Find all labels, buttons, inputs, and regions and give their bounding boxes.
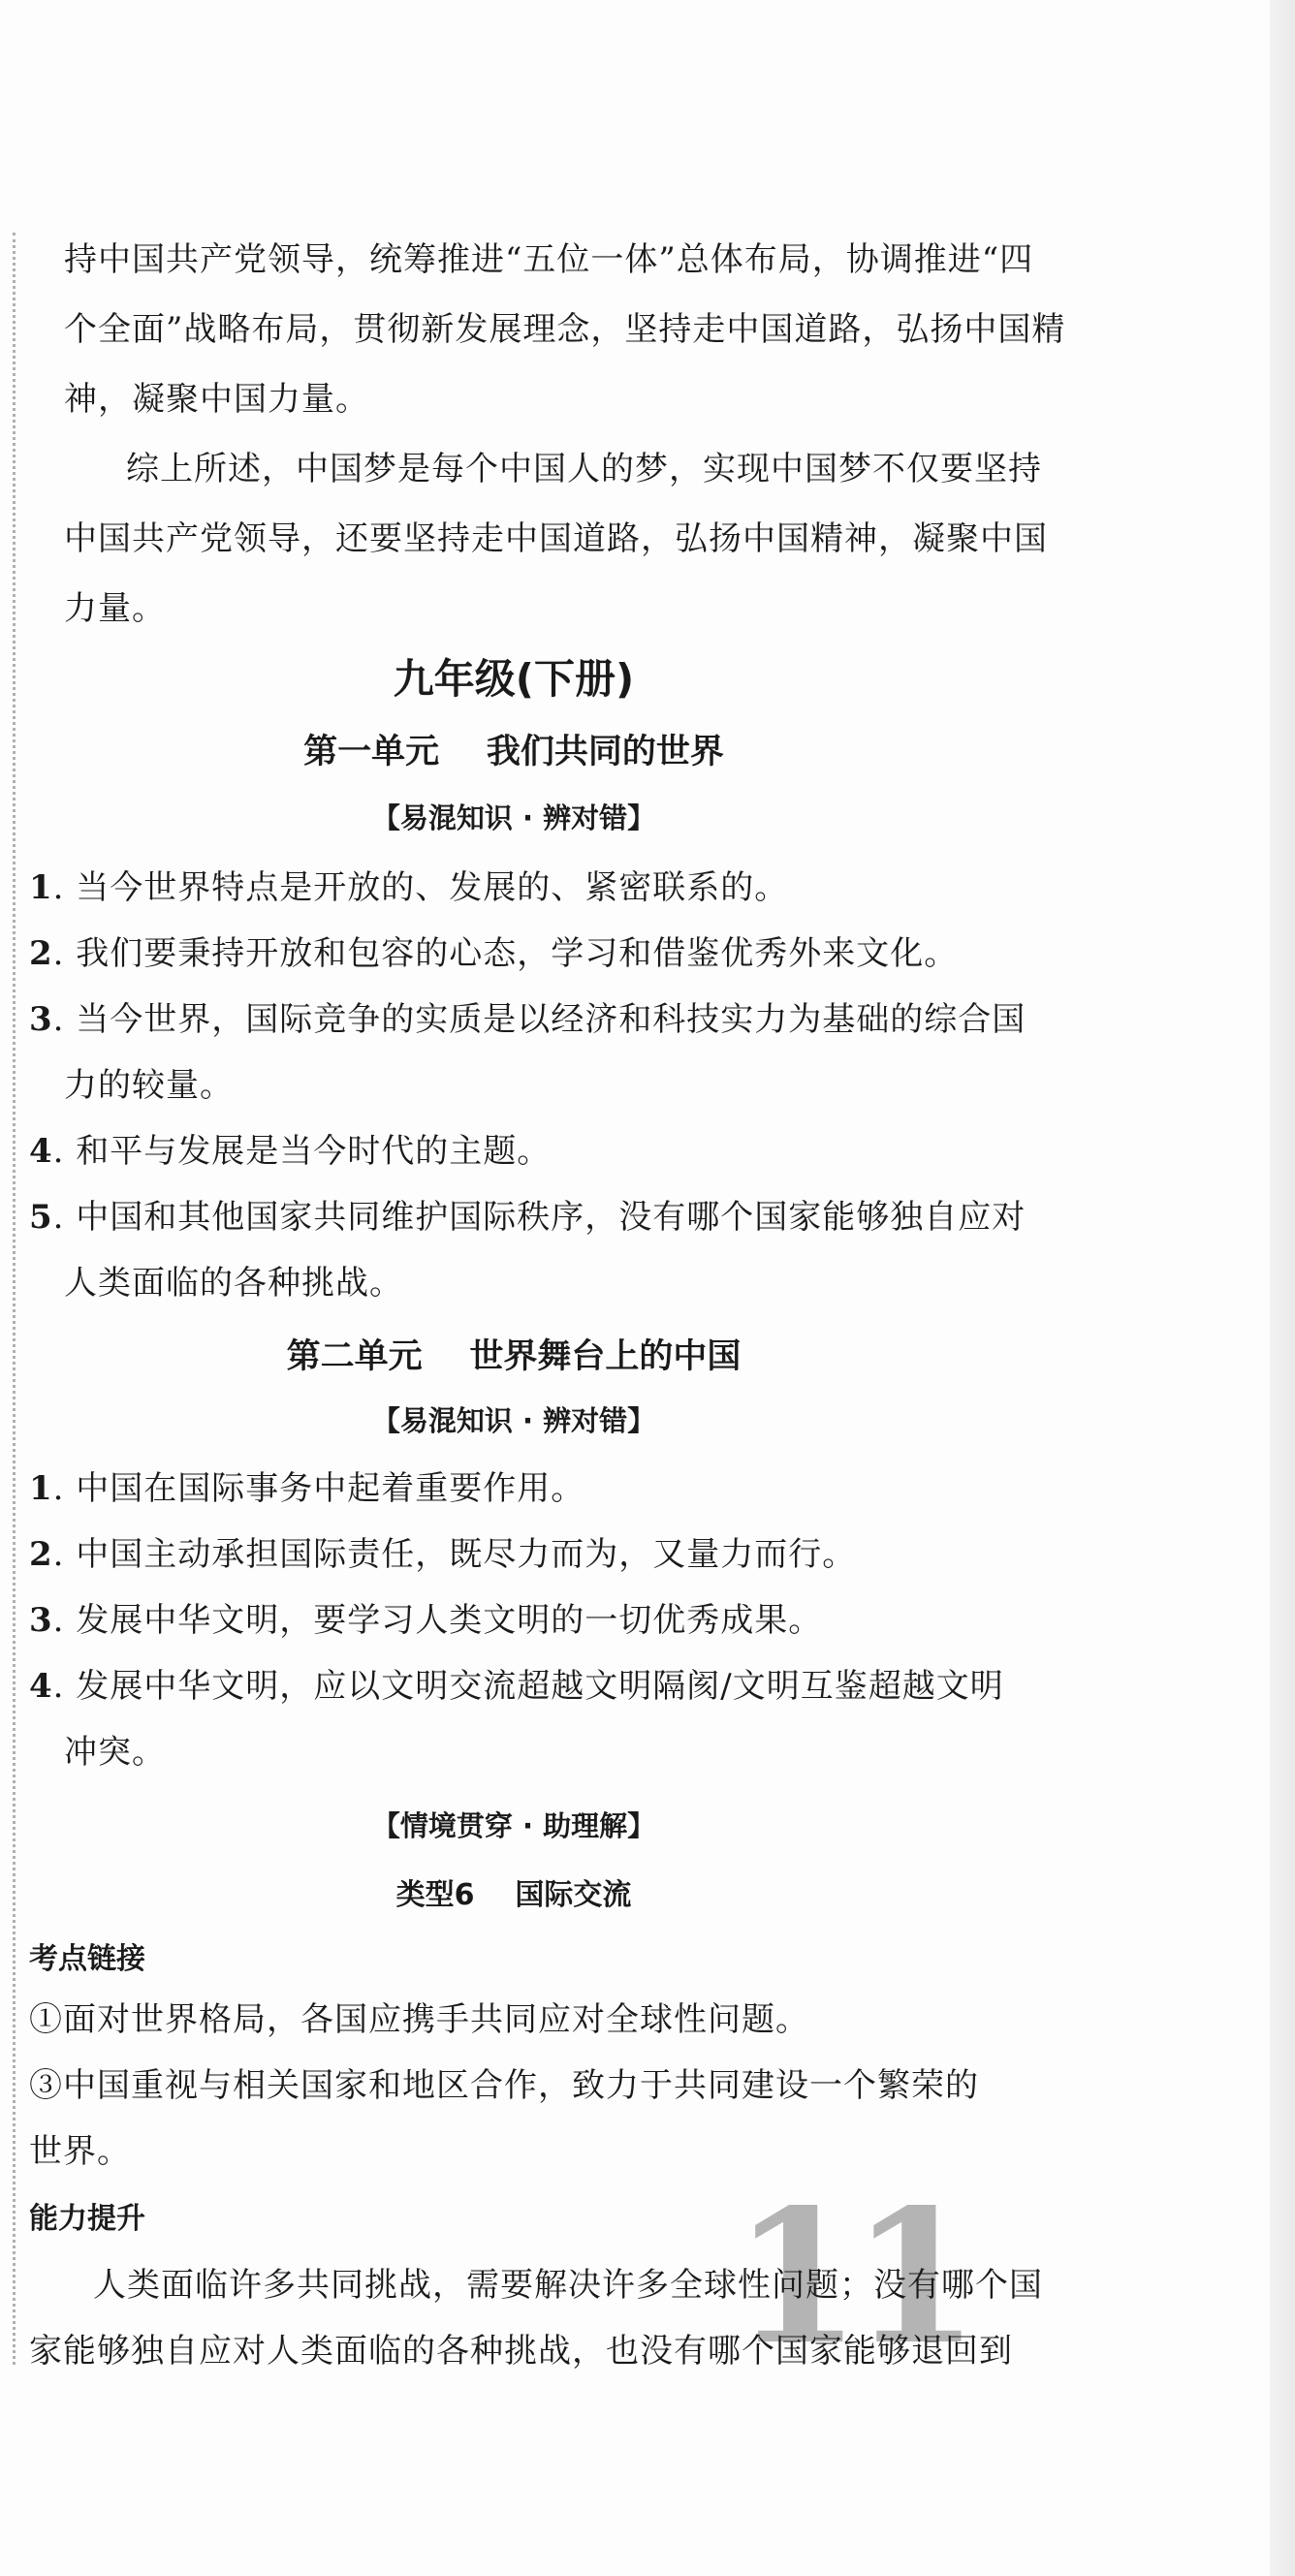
item-text: 发展中华文明，应以文明交流超越文明隔阂/文明互鉴超越文明 bbox=[76, 1667, 1004, 1706]
unit2-item-4: 4. 发展中华文明，应以文明交流超越文明隔阂/文明互鉴超越文明 bbox=[29, 1667, 1004, 1706]
nengli-line-2: 家能够独自应对人类面临的各种挑战，也没有哪个国家能够退回到 bbox=[29, 2332, 1013, 2371]
unit1-item-1: 1. 当今世界特点是开放的、发展的、紧密联系的。 bbox=[29, 868, 789, 907]
unit1-tag: 【易混知识 · 辨对错】 bbox=[371, 801, 656, 834]
unit2-tag: 【易混知识 · 辨对错】 bbox=[371, 1404, 656, 1437]
kaodian-item-2: ③中国重视与相关国家和地区合作，致力于共同建设一个繁荣的 bbox=[29, 2066, 979, 2105]
page-number: 11 bbox=[733, 2169, 970, 2385]
kaodian-item-1: ①面对世界格局，各国应携手共同应对全球性问题。 bbox=[29, 2000, 809, 2039]
item-text: 和平与发展是当今时代的主题。 bbox=[76, 1132, 552, 1171]
item-number: 1 bbox=[29, 868, 53, 907]
item-text: 中国主动承担国际责任，既尽力而为，又量力而行。 bbox=[76, 1535, 857, 1574]
kaodian-label: 考点链接 bbox=[29, 1942, 145, 1976]
binding-margin-line bbox=[13, 233, 16, 2365]
item-number: 1 bbox=[29, 1469, 53, 1508]
nengli-line-1: 人类面临许多共同挑战，需要解决许多全球性问题；没有哪个国 bbox=[93, 2266, 1043, 2305]
unit2-item-3: 3. 发展中华文明，要学习人类文明的一切优秀成果。 bbox=[29, 1601, 823, 1640]
unit1-item-5-cont: 人类面临的各种挑战。 bbox=[64, 1264, 403, 1303]
grade-title: 九年级(下册) bbox=[393, 655, 635, 703]
unit1-item-3-cont: 力的较量。 bbox=[64, 1066, 234, 1105]
intro-p2-line-2: 中国共产党领导，还要坚持走中国道路，弘扬中国精神，凝聚中国 bbox=[64, 519, 1048, 558]
unit1-item-3: 3. 当今世界，国际竞争的实质是以经济和科技实力为基础的综合国 bbox=[29, 1000, 1027, 1039]
unit2-title: 第二单元 世界舞台上的中国 bbox=[286, 1337, 742, 1376]
unit1-item-5: 5. 中国和其他国家共同维护国际秩序，没有哪个国家能够独自应对 bbox=[29, 1198, 1027, 1237]
item-number: 4 bbox=[29, 1667, 53, 1706]
unit2-item-1: 1. 中国在国际事务中起着重要作用。 bbox=[29, 1469, 585, 1508]
nengli-label: 能力提升 bbox=[29, 2202, 145, 2236]
kaodian-item-2-cont: 世界。 bbox=[29, 2132, 131, 2171]
item-text: 中国和其他国家共同维护国际秩序，没有哪个国家能够独自应对 bbox=[76, 1198, 1027, 1237]
page-edge bbox=[1270, 0, 1295, 2576]
item-text: 当今世界，国际竞争的实质是以经济和科技实力为基础的综合国 bbox=[76, 1000, 1027, 1039]
type-title: 类型6 国际交流 bbox=[395, 1878, 632, 1912]
item-text: 发展中华文明，要学习人类文明的一切优秀成果。 bbox=[76, 1601, 823, 1640]
intro-p1-line-2: 个全面”战略布局，贯彻新发展理念，坚持走中国道路，弘扬中国精 bbox=[64, 310, 1066, 349]
item-number: 2 bbox=[29, 934, 53, 973]
unit2-item-2: 2. 中国主动承担国际责任，既尽力而为，又量力而行。 bbox=[29, 1535, 857, 1574]
unit1-item-4: 4. 和平与发展是当今时代的主题。 bbox=[29, 1132, 552, 1171]
unit1-title: 第一单元 我们共同的世界 bbox=[303, 733, 724, 771]
unit2-item-4-cont: 冲突。 bbox=[64, 1733, 166, 1772]
item-text: 当今世界特点是开放的、发展的、紧密联系的。 bbox=[76, 868, 789, 907]
intro-p2-line-1: 综上所述，中国梦是每个中国人的梦，实现中国梦不仅要坚持 bbox=[126, 450, 1042, 488]
item-number: 5 bbox=[29, 1198, 53, 1237]
unit1-item-2: 2. 我们要秉持开放和包容的心态，学习和借鉴优秀外来文化。 bbox=[29, 934, 959, 973]
intro-p2-line-3: 力量。 bbox=[64, 589, 166, 628]
intro-p1-line-3: 神，凝聚中国力量。 bbox=[64, 380, 369, 419]
item-number: 3 bbox=[29, 1601, 53, 1640]
item-number: 3 bbox=[29, 1000, 53, 1039]
item-number: 2 bbox=[29, 1535, 53, 1574]
context-tag: 【情境贯穿 · 助理解】 bbox=[371, 1809, 656, 1842]
item-number: 4 bbox=[29, 1132, 53, 1171]
item-text: 我们要秉持开放和包容的心态，学习和借鉴优秀外来文化。 bbox=[76, 934, 959, 973]
intro-p1-line-1: 持中国共产党领导，统筹推进“五位一体”总体布局，协调推进“四 bbox=[64, 240, 1034, 279]
item-text: 中国在国际事务中起着重要作用。 bbox=[76, 1469, 585, 1508]
